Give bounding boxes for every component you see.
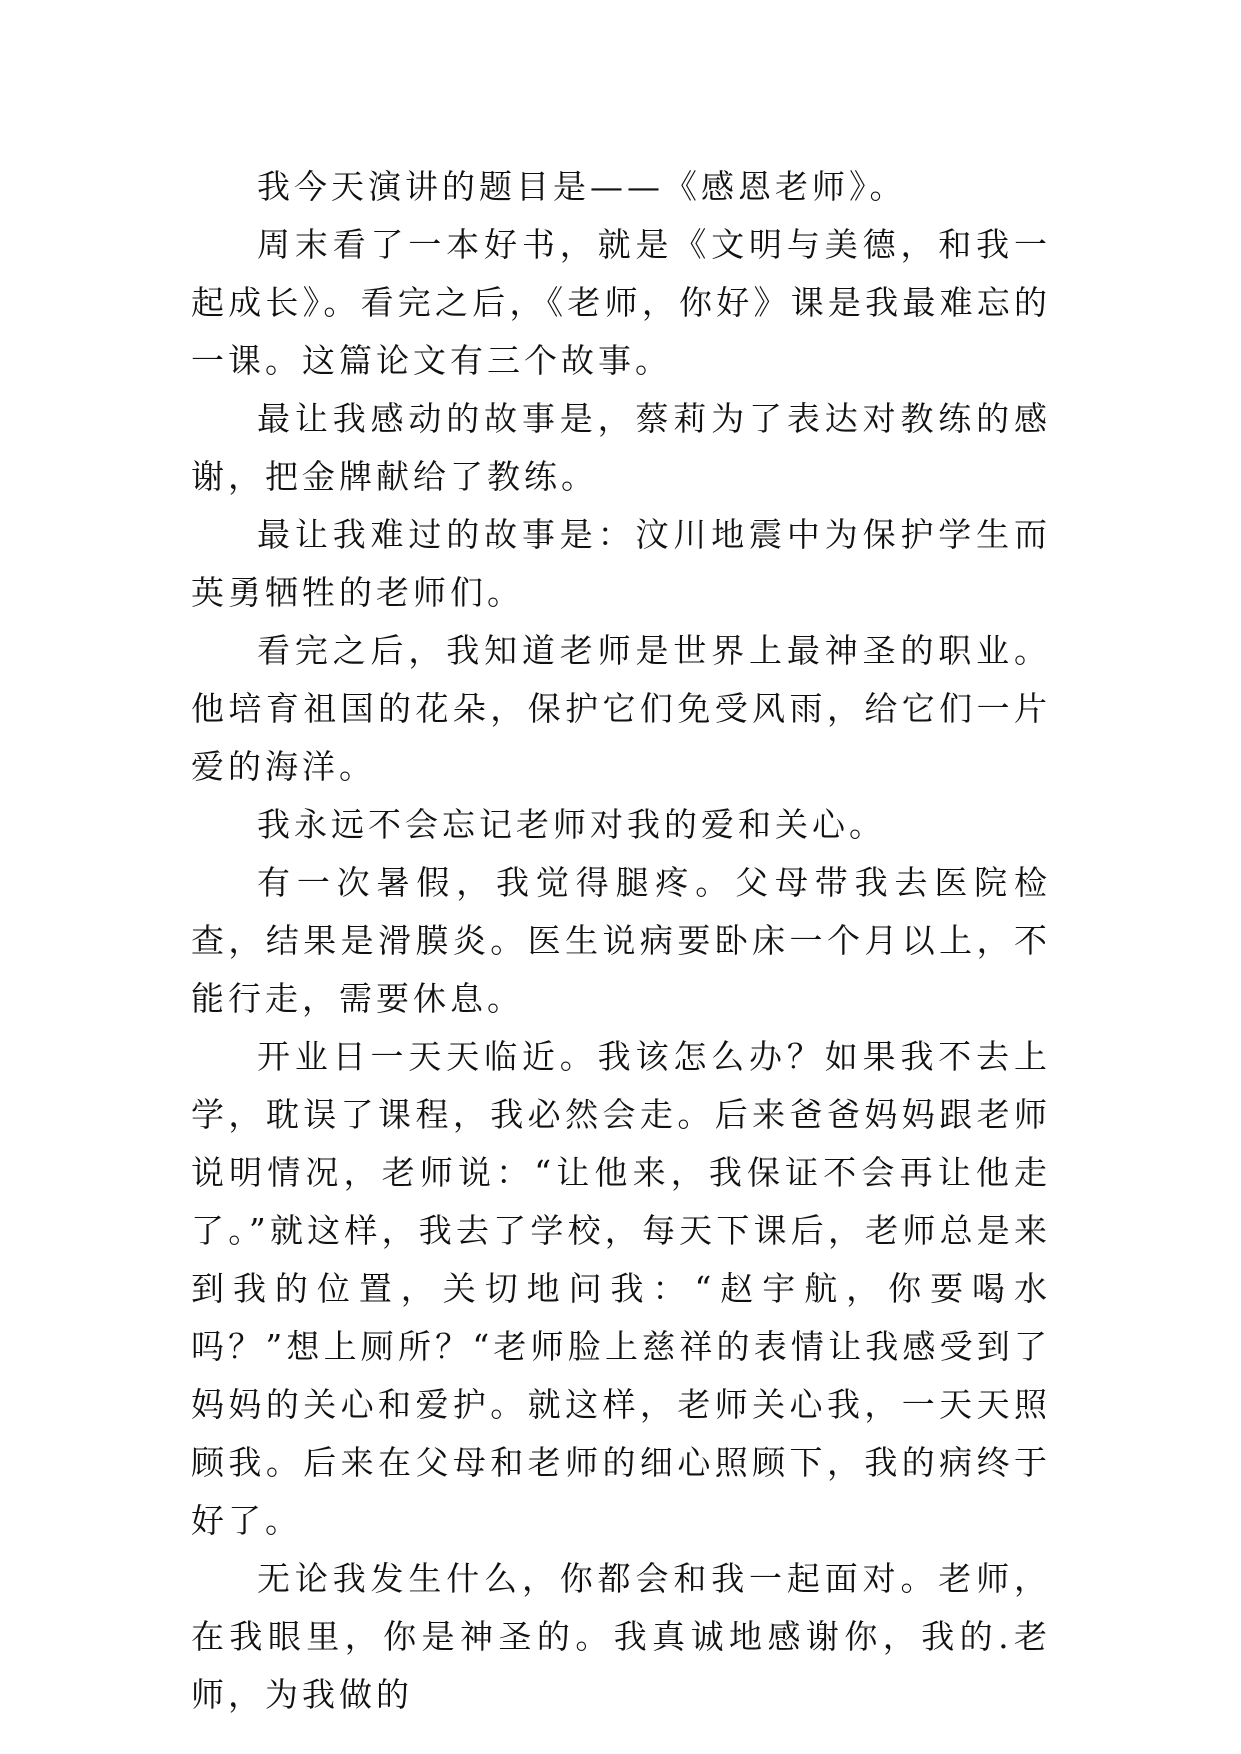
paragraph: 我永远不会忘记老师对我的爱和关心。 — [257, 805, 886, 844]
paragraph: 我今天演讲的题目是——《感恩老师》。 — [257, 167, 907, 206]
paragraph: 有一次暑假，我觉得腿疼。父母带我去医院检查，结果是滑膜炎。医生说病要卧床一个月以上，不能行走，需要休息。 — [191, 863, 1051, 1018]
paragraph: 开业日一天天临近。我该怎么办？如果我不去上学，耽误了课程，我必然会走。后来爸爸妈妈跟老师说明情况，老师说：“让他来，我保证不会再让他走了。”就这样，我去了学校，每天下课后，老师总是来到我的位置，关切地问我：“赵宇航，你要喝水吗？”想上厕所？“老师脸上慈祥的表情让我感受到了妈妈的关心和爱护。就这样，老师关心我，一天天照顾我。后来在父母和老师的细心照顾下，我的病终于好了。 — [191, 1037, 1051, 1540]
document-body — [191, 158, 1051, 1724]
paragraph: 最让我难过的故事是：汶川地震中为保护学生而英勇牺牲的老师们。 — [191, 515, 1051, 612]
paragraph: 周末看了一本好书，就是《文明与美德，和我一起成长》。看完之后，《老师，你好》课是我最难忘的一课。这篇论文有三个故事。 — [191, 225, 1051, 380]
paragraph: 看完之后，我知道老师是世界上最神圣的职业。他培育祖国的花朵，保护它们免受风雨，给它们一片爱的海洋。 — [191, 631, 1051, 786]
paragraph: 最让我感动的故事是，蔡莉为了表达对教练的感谢，把金牌献给了教练。 — [191, 399, 1051, 496]
paragraph: 无论我发生什么，你都会和我一起面对。老师，在我眼里，你是神圣的。我真诚地感谢你，我的.老师，为我做的 — [191, 1559, 1051, 1714]
